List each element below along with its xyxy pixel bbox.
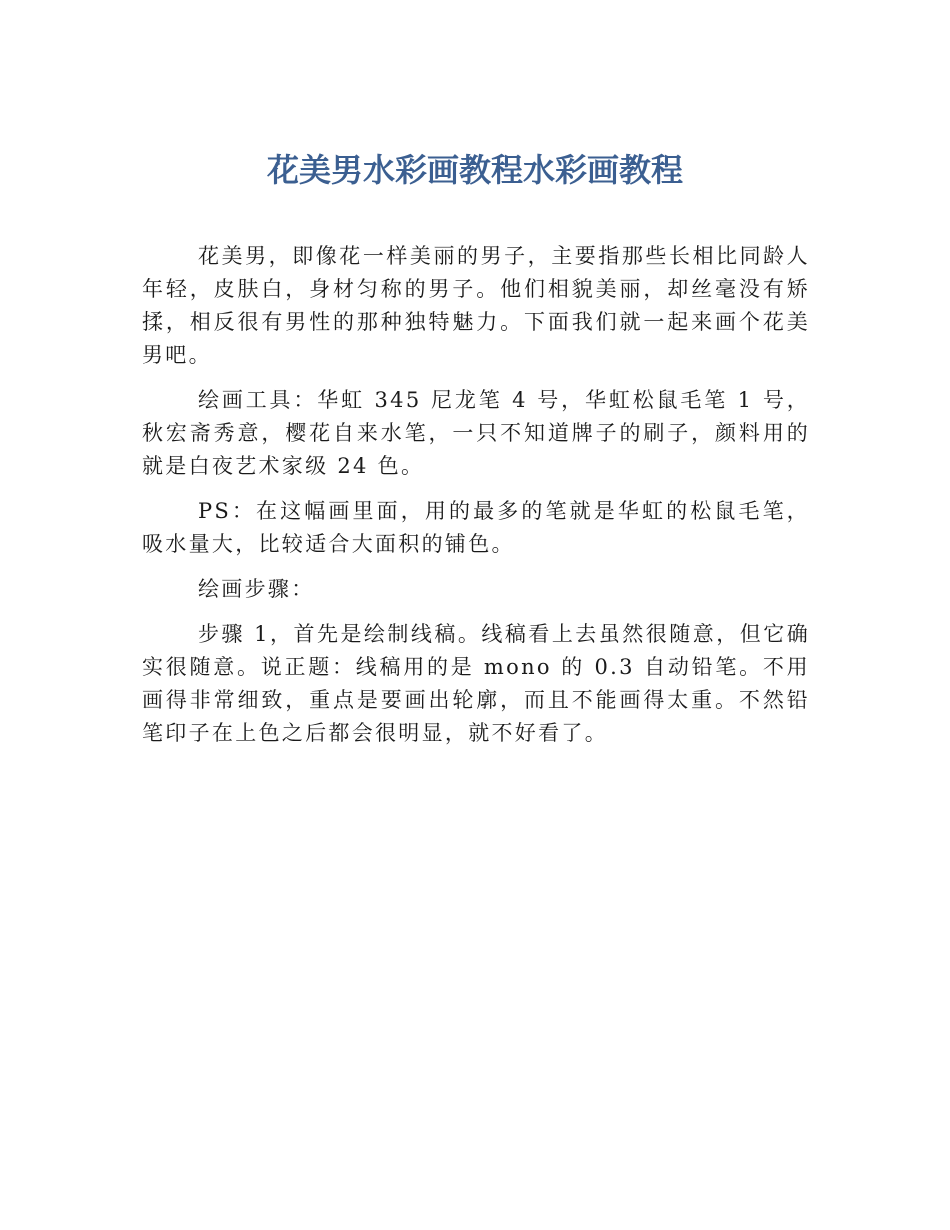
- paragraph-intro: 花美男，即像花一样美丽的男子，主要指那些长相比同龄人年轻，皮肤白，身材匀称的男子。他们相貌美丽，却丝毫没有矫揉，相反很有男性的那种独特魅力。下面我们就一起来画个花美男吧。: [142, 244, 810, 367]
- paragraph-tools: 绘画工具：华虹 345 尼龙笔 4 号，华虹松鼠毛笔 1 号，秋宏斋秀意，樱花自来水笔，一只不知道牌子的刷子，颜料用的就是白夜艺术家级 24 色。: [142, 388, 810, 478]
- paragraph-steps-heading: 绘画步骤：: [198, 577, 315, 601]
- paragraph-ps-note: PS：在这幅画里面，用的最多的笔就是华虹的松鼠毛笔，吸水量大，比较适合大面积的铺色。: [142, 499, 810, 556]
- page-title: 花美男水彩画教程水彩画教程: [266, 151, 683, 189]
- document-body: [142, 240, 810, 762]
- paragraph-step-1: 步骤 1，首先是绘制线稿。线稿看上去虽然很随意，但它确实很随意。说正题：线稿用的是 mono 的 0.3 自动铅笔。不用画得非常细致，重点是要画出轮廓，而且不能画得太重。不然铅笔印子在上色之后都会很明显，就不好看了。: [142, 622, 810, 745]
